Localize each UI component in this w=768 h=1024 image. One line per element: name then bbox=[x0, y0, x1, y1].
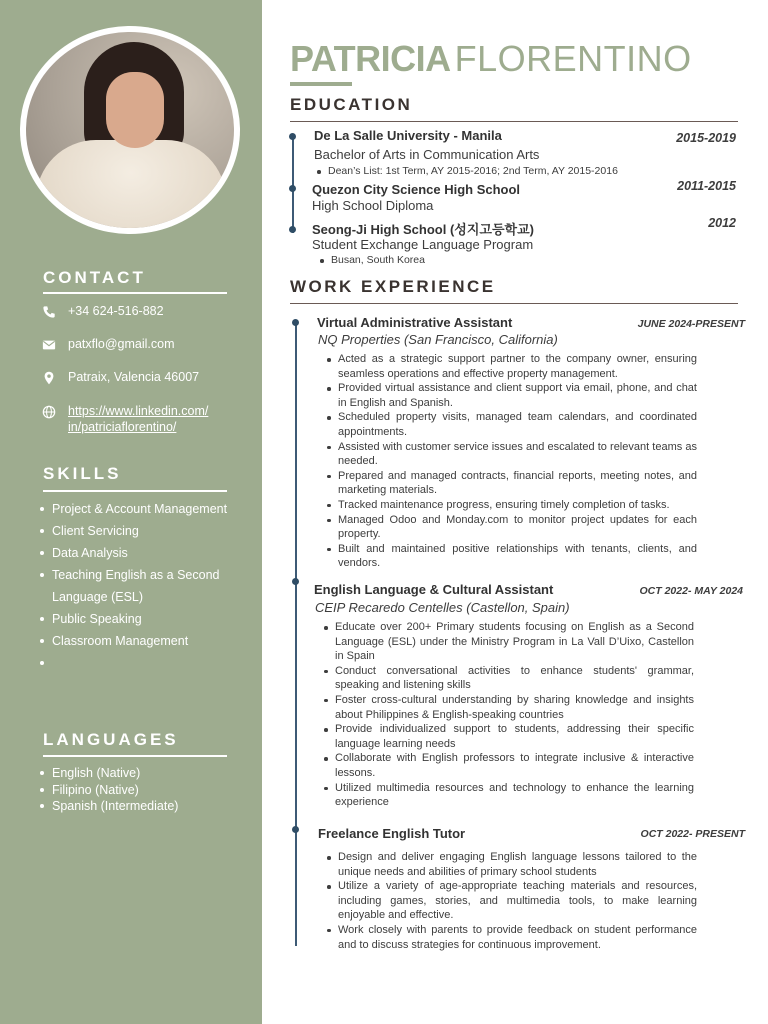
linkedin-link-line1: https://www.linkedin.com/ bbox=[68, 404, 209, 418]
job-duties bbox=[324, 352, 697, 571]
profile-photo bbox=[26, 32, 234, 228]
education-school: De La Salle University - Manila bbox=[314, 128, 502, 143]
education-school: Seong-Ji High School (성지고등학교) bbox=[312, 222, 534, 237]
education-divider bbox=[290, 121, 738, 122]
list-item: Acted as a strategic support partner to the company owner, ensuring seamless operations and effective property management. bbox=[324, 352, 697, 381]
list-item: Dean’s List: 1st Term, AY 2015-2016; 2nd Term, AY 2015-2016 bbox=[314, 164, 694, 179]
contact-heading: CONTACT bbox=[43, 268, 146, 287]
globe-icon bbox=[42, 405, 56, 419]
job-date: JUNE 2024-PRESENT bbox=[637, 318, 745, 330]
work-timeline bbox=[295, 322, 297, 946]
education-date: 2015-2019 bbox=[676, 131, 736, 145]
linkedin-link[interactable] bbox=[68, 403, 208, 435]
list-item: Provide individualized support to students, addressing their specific language learning needs bbox=[321, 722, 694, 751]
resume-name bbox=[290, 38, 692, 80]
list-item: Educate over 200+ Primary students focusing on English as a Second Language (ESL) under the Ministry Program in La Vall D’Uixo, Castellon in Spain bbox=[321, 620, 694, 664]
envelope-icon bbox=[42, 338, 56, 352]
location-text: Patraix, Valencia 46007 bbox=[68, 370, 200, 384]
list-item: Foster cross-cultural understanding by sharing knowledge and insights about Philippines & English-speaking countries bbox=[321, 693, 694, 722]
list-item: English (Native) bbox=[38, 765, 238, 782]
job-date: OCT 2022- MAY 2024 bbox=[639, 585, 743, 597]
education-degree: Bachelor of Arts in Communication Arts bbox=[314, 147, 540, 162]
list-item bbox=[38, 652, 238, 674]
languages-divider bbox=[43, 755, 227, 757]
skills-list bbox=[38, 498, 238, 674]
location-pin-icon bbox=[42, 371, 56, 385]
education-date: 2011-2015 bbox=[677, 179, 736, 193]
list-item: Utilized multimedia resources and technology to enhance the learning experience bbox=[321, 781, 694, 810]
list-item: Project & Account Management bbox=[38, 498, 238, 520]
timeline-dot bbox=[289, 185, 296, 192]
list-item: Conduct conversational activities to enhance students' grammar, speaking and listening skills bbox=[321, 664, 694, 693]
list-item: Design and deliver engaging English language lessons tailored to the unique needs and abilities of primary school students bbox=[324, 850, 697, 879]
name-underline bbox=[290, 82, 352, 86]
timeline-dot bbox=[292, 578, 299, 585]
timeline-dot bbox=[289, 133, 296, 140]
list-item: Client Servicing bbox=[38, 520, 238, 542]
education-heading: EDUCATION bbox=[290, 95, 413, 114]
list-item: Managed Odoo and Monday.com to monitor project updates for each property. bbox=[324, 513, 697, 542]
phone-number: +34 624-516-882 bbox=[68, 304, 164, 318]
languages-heading: LANGUAGES bbox=[43, 730, 179, 749]
sidebar bbox=[0, 0, 262, 1024]
list-item: Tracked maintenance progress, ensuring timely completion of tasks. bbox=[324, 498, 697, 513]
list-item: Data Analysis bbox=[38, 542, 238, 564]
languages-list bbox=[38, 765, 238, 815]
education-details bbox=[314, 164, 694, 179]
list-item: Busan, South Korea bbox=[317, 253, 617, 268]
skills-heading: SKILLS bbox=[43, 464, 122, 483]
list-item: Provided virtual assistance and client support via email, phone, and chat in English and Spanish. bbox=[324, 381, 697, 410]
timeline-dot bbox=[292, 826, 299, 833]
list-item: Spanish (Intermediate) bbox=[38, 798, 238, 815]
work-experience-divider bbox=[290, 303, 738, 304]
list-item: Utilize a variety of age-appropriate teaching materials and resources, including games, stories, and multimedia tools, to make learning enjoyable and effective. bbox=[324, 879, 697, 923]
job-duties bbox=[321, 620, 694, 810]
job-title: English Language & Cultural Assistant bbox=[314, 582, 554, 597]
education-date: 2012 bbox=[708, 216, 736, 230]
timeline-dot bbox=[292, 319, 299, 326]
job-date: OCT 2022- PRESENT bbox=[640, 828, 745, 840]
job-company: CEIP Recaredo Centelles (Castellon, Spain) bbox=[315, 600, 570, 615]
list-item: Prepared and managed contracts, financial reports, meeting notes, and marketing materials. bbox=[324, 469, 697, 498]
list-item: Work closely with parents to provide feedback on student performance and to discuss strategies for continuous improvement. bbox=[324, 923, 697, 952]
linkedin-link-line2: in/patriciaflorentino/ bbox=[68, 420, 177, 434]
contact-location bbox=[42, 370, 199, 385]
phone-icon bbox=[42, 305, 56, 319]
last-name: FLORENTINO bbox=[454, 38, 692, 79]
first-name: PATRICIA bbox=[290, 38, 451, 79]
contact-linkedin bbox=[42, 403, 208, 435]
contact-divider bbox=[43, 292, 227, 294]
education-school: Quezon City Science High School bbox=[312, 182, 521, 197]
work-experience-heading: WORK EXPERIENCE bbox=[290, 277, 496, 296]
list-item: Teaching English as a Second Language (ESL) bbox=[38, 564, 238, 608]
job-title: Freelance English Tutor bbox=[318, 826, 466, 841]
timeline-dot bbox=[289, 226, 296, 233]
list-item: Built and maintained positive relationships with tenants, clients, and vendors. bbox=[324, 542, 697, 571]
list-item: Collaborate with English professors to integrate inclusive & interactive lessons. bbox=[321, 751, 694, 780]
job-title: Virtual Administrative Assistant bbox=[317, 315, 513, 330]
education-degree: Student Exchange Language Program bbox=[312, 237, 534, 252]
education-degree: High School Diploma bbox=[312, 198, 434, 213]
skills-divider bbox=[43, 490, 227, 492]
email-address: patxflo@gmail.com bbox=[68, 337, 175, 351]
job-company: NQ Properties (San Francisco, California) bbox=[318, 332, 558, 347]
list-item: Assisted with customer service issues and escalated to relevant teams as needed. bbox=[324, 440, 697, 469]
list-item: Classroom Management bbox=[38, 630, 238, 652]
education-details bbox=[317, 253, 617, 268]
contact-email bbox=[42, 337, 174, 352]
contact-phone bbox=[42, 304, 164, 319]
list-item: Public Speaking bbox=[38, 608, 238, 630]
list-item: Scheduled property visits, managed team calendars, and coordinated appointments. bbox=[324, 410, 697, 439]
job-duties bbox=[324, 850, 697, 952]
list-item: Filipino (Native) bbox=[38, 782, 238, 799]
profile-photo-frame bbox=[20, 26, 240, 234]
education-timeline bbox=[292, 135, 294, 233]
